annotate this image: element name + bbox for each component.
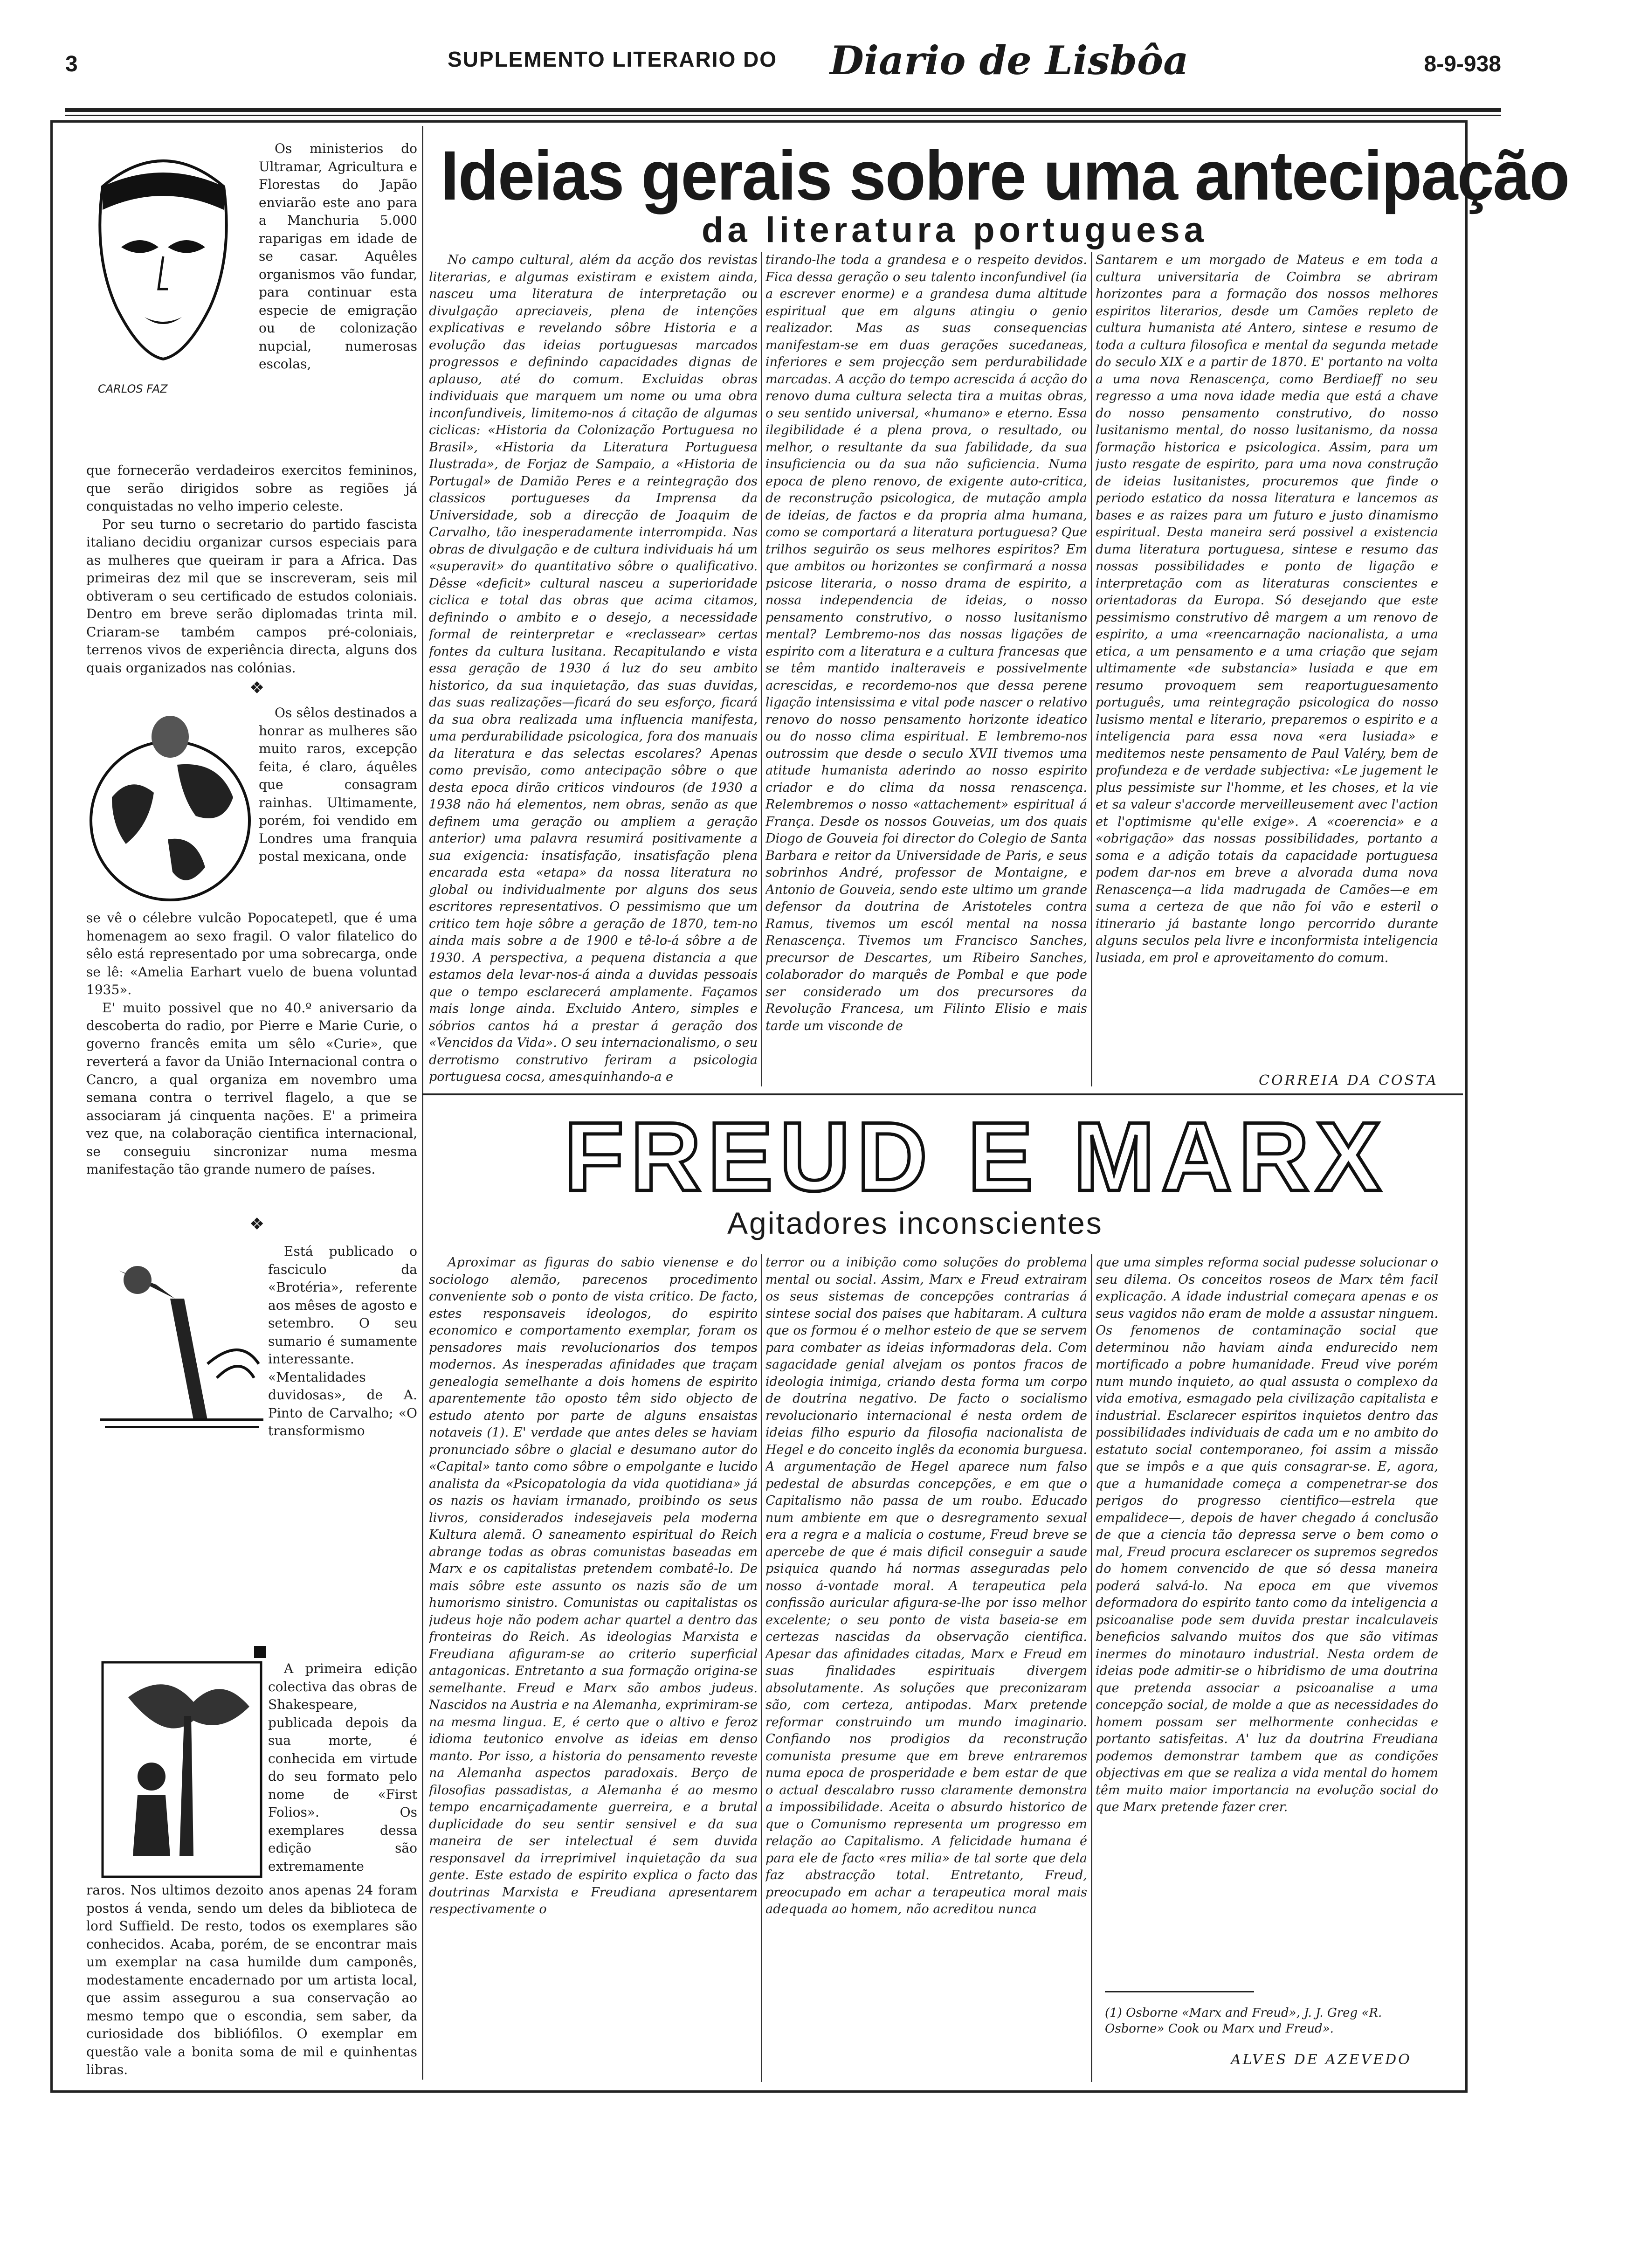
article2-author: ALVES DE AZEVEDO: [1231, 2052, 1412, 2068]
sidebar-item-stamps-tail: se vê o célebre vulcão Popocatepetl, que é uma homenagem ao sexo fragil. O valor filatelico do sêlo está representado por uma sobrecarga, onde se lê: «Amelia Earhart vuelo de buena voluntad 1935». E' muito possivel que no 40.º aniversario da descoberta do radio, por Pierre e Marie Curie, o governo francês emita um sêlo «Curie», que reverterá a favor da União Internacional contra o Cancro, a qual organiza em novembro uma semana contra o terrivel flagelo, a que se associaram já cinquenta nações. E' a primeira vez que, na colaboração cientifica internacional, se conseguiu sincronizar numa mesma manifestação tão grande numero de países.: [86, 910, 417, 1177]
column-divider: [761, 252, 762, 1086]
footnote-rule: [1105, 1991, 1254, 1992]
sidebar-item-japan-lead: Os ministerios do Ultramar, Agricultura e Florestas do Japão enviarão este ano para a Manchuria 5.000 raparigas em idade de se casar. Aquêles organismos vão fundar, para continuar esta especie de emigração ou de colonização nupcial, numerosas escolas,: [259, 141, 417, 372]
article2-column-1: Aproximar as figuras do sabio vienense e do sociologo alemão, parecenos procedimento conveniente sob o ponto de vista critico. De facto, estes responsaveis ideologos, do espirito economico e comportamento exemplar, foram os pensadores mais revolucionarios dos tempos modernos. As inesperadas afinidades que traçam genealogia semelhante a dois homens de espirito aparentemente tão oposto têm sido objecto de estudo atento por parte de alguns ensaistas notaveis (1). E' verdade que antes deles se haviam pronunciado sôbre o glacial e desumano autor do «Capital» tanto como sôbre o empolgante e lucido analista da «Psicopatologia da vida quotidiana» já os nazis os haviam irmanado, proibindo os seus livros, considerados indesejaveis pela moderna Kultura alemã. O saneamento espiritual do Reich abrange todas as obras comunistas baseadas em Marx e os capitalistas pretendem combatê-lo. De mais sôbre este assunto os nazis são de um humorismo sinistro. Comunistas ou capitalistas os judeus hoje não podem achar quartel a dentro das fronteiras do Reich. As ideologias Marxista e Freudiana afiguram-se ao criterio superficial antagonicas. Entretanto a sua formação origina-se semelhante. Freud e Marx são ambos judeus. Nascidos na Austria e na Alemanha, exprimiram-se na mesma lingua. E, é certo que o altivo e feroz idioma teutonico envolve as ideias em denso manto. Por isso, a historia do pensamento reveste na Alemanha aspectos paradoxais. Berço de filosofias passadistas, a Alemanha é ao mesmo tempo encarniçadamente guerreira, e a brutal duplicidade do seu sentir sensivel e da sua maneira de ser intelectual é sem duvida responsavel da irreprimivel inquietação da sua gente. Este estado de espirito explica o facto das doutrinas Marxista e Freudiana apresentarem respectivamente o: [429, 1255, 758, 1916]
woman-face-icon: [70, 140, 256, 420]
sidebar-item-shakespeare-tail: raros. Nos ultimos dezoito anos apenas 24 foram postos á venda, sendo um deles da biblioteca de lord Suffield. De resto, todos os exemplares são conhecidos. Acaba, porém, de se encontrar mais um exemplar na casa humilde dum camponês, modestamente encadernado por um artista local, que assim assegurou a sua conservação ao mesmo tempo que o escondia, sem saber, da curiosidade dos bibliófilos. O exemplar em questão vale a bonita soma de mil e quinhentas libras.: [86, 1882, 417, 2077]
article1-column-1: No campo cultural, além da acção dos revistas literarias, e algumas existiram e existem ainda, nasceu uma literatura de interpretação ou divulgação apreciaveis, plena de intenções explicativas e revelando sôbre Historia e a evolução das ideias portuguesas marcados progressos e definindo capacidades dignas de aplauso, até do comum. Excluidas obras individuais que marquem um nome ou uma obra inconfundiveis, limitemo-nos á citação de algumas ciclicas: «Historia da Colonização Portuguesa no Brasil», «Historia da Literatura Portuguesa Ilustrada», de Forjaz de Sampaio, a «Historia de Portugal» de Damião Peres e a reintegração dos classicos portugueses da Imprensa da Universidade, sob a direcção de Joaquim de Carvalho, tão inesperadamente interrompida. Nas obras de divulgação e de cultura individuais há um «superavit» do quantitativo sôbre o qualificativo. Dêsse «deficit» cultural nasceu a superioridade ciclica e total das obras que acima citamos, definindo o ambito e o desejo, a necessidade formal de reinterpretar e «reclassear» certas fontes da cultura lusitana. Recapitulando e vista essa geração de 1930 á luz do seu ambito historico, da sua inquietação, das suas duvidas, das suas realizações—ficará do seu esforço, ficará da sua obra realizada uma influencia manifesta, uma perdurabilidade psicologica, fora dos manuais da literatura e das selectas escolares? Apenas como previsão, como antecipação sôbre o que desta epoca dirão criticos vindouros (de 1930 a 1938 não há elementos, nem obras, senão as que definem uma geração ou ampliem a geração anterior) uma palavra resumirá positivamente a sua exigencia: insatisfação, insatisfação plena encarada esta «etapa» da nossa literatura no global ou individualmente por alguns dos seus escritores representativos. O pessimismo que um critico tem hoje sôbre a geração de 1870, tem-no ainda mais sobre a de 1900 e tê-lo-á sôbre a de 1930. A perspectiva, a pequena distancia a que estamos dela levar-nos-á ainda a duvidas pessoais que o tempo esclarecerá amplamente. Façamos mais longe ainda. Excluido Antero, simples e sóbrios cantos há a prestar á geração dos «Vencidos da Vida». O seu internacionalismo, o seu derrotismo construtivo feriram a psicologia portuguesa cocsa, amesquinhando-a e: [429, 253, 758, 1084]
newspaper-name: Diario de Lisbôa: [830, 37, 1189, 83]
antenna-landscape-icon: [100, 1243, 263, 1434]
article2-footnote: (1) Osborne «Marx and Freud», J. J. Greg «R. Osborne» Cook ou Marx und Freud».: [1105, 2006, 1382, 2036]
radio-illustration: [100, 1243, 263, 1434]
article2-column-3: que uma simples reforma social pudesse solucionar o seu dilema. Os conceitos roseos de Marx têm facil explicação. A idade industrial começara apenas e os seus vagidos não eram de molde a assustar ninguem. Os fenomenos de contaminação social que determinou não haviam ainda endurecido nem mortificado a pobre humanidade. Freud vive porém num mundo inquieto, ao qual assusta o complexo da vida emotiva, esmagado pela civilização capitalista e industrial. Esclarecer espiritos inquietos dentro das possibilidades individuais de cada um e no ambito do estatuto social contemporaneo, foi assim a missão que se impôs e a que quis consagrar-se. E, agora, que a humanidade começa a compenetrar-se dos perigos do progresso cientifico—estrela que empalidece—, depois de haver chegado á conclusão de que a ciencia tão depressa serve o bem como o mal, Freud procura esclarecer os supremos segredos do homem convencido de que só dessa maneira poderá salvá-lo. Na epoca em que vivemos deformadora do espirito tanto como da inteligencia a psicoanalise pode sem duvida prestar incalculaveis beneficios salvando muitos dos que são vitimas inermes do minotauro industrial. Nesta ordem de ideias pode admitir-se o hibridismo de uma doutrina que pretenda associar a psicoanalise a uma concepção social, de molde a que as necessidades do homem possam ser melhormente conhecidas e portanto satisfeitas. A' luz da doutrina Freudiana podemos demonstrar tambem que as condições objectivas em que se realiza a vida mental do homem têm muito maior importancia na evolução social do que Marx pretende fazer crer.: [1096, 1255, 1438, 1814]
sidebar-item-stamps-lead: Os sêlos destinados a honrar as mulheres são muito raros, excepção feita, é claro, áquêles que consagram rainhas. Ultimamente, porém, foi vendido em Londres uma franquia postal mexicana, onde: [259, 705, 417, 864]
figure-with-tree-icon: [100, 1660, 263, 1879]
article-divider: [422, 1093, 1463, 1095]
article2-title: FREUD E MARX: [564, 1102, 1388, 1211]
sidebar-item-japan-tail: que fornecerão verdadeiros exercitos femininos, que serão dirigidos sobre as regiões já conquistadas no velho imperio celeste. Por seu turno o secretario do partido fascista italiano decidiu organizar cursos especiais para as mulheres que queiram ir para a Africa. Das primeiras dez mil que se inscreveram, seis mil obtiveram o seu certificado de estudos coloniais. Dentro em breve serão diplomadas trinta mil. Criaram-se também campos pré-coloniais, terrenos vivos de experiência directa, alguns dos quais organizados nas colónias.: [86, 463, 417, 676]
article1-column-3: Santarem e um morgado de Mateus e em toda a cultura universitaria de Coimbra se abriram horizontes para a formação dos nossos melhores espiritos literarios, desde um Camões repleto de cultura humanista até Antero, sintese e resumo de toda a cultura filosofica e mental da segunda metade do seculo XIX e a partir de 1870. E' portanto na volta a uma nova Renascença, como Berdiaeff no seu regresso a uma nova idade media que está a chave do nosso pensamento construtivo, do nosso lusitanismo mental, do nosso lusitanismo, da nossa formação historica e psicologica. Assim, para um justo resgate de espirito, para uma nova construção de ideias lusitanistes, procuremos que finde o periodo estatico da nossa literatura e lancemos as bases e as raizes para um futuro e justo dinamismo espiritual. Desta maneira será possivel a existencia duma literatura portuguesa, sintese e resumo das nossas possibilidades e ponto de ligação e interpretação com as literaturas conscientes e orientadoras da Europa. Só desejando que este pessimismo construtivo dê margem a um renovo de espirito, a uma «reencarnação nacionalista, a uma etica, a um pensamento e a uma criação que sejam ultimamente «de substancia» lusiada e que em resumo provoquem sem reaportuguesamento português, uma reintegração psicologica do nosso lusismo mental e literario, preparemos o espirito e a inteligencia para essa nova «era lusiada» e meditemos neste pensamento de Paul Valéry, bem de profundeza e de verdade subjectiva: «Le jugement le plus pessimiste sur l'homme, et les choses, et la vie et sa valeur s'accorde merveilleusement avec l'action et l'optimisme qu'elle exige». A «coerencia» e a «obrigação» das nossas possibilidades, portanto a soma e a adição totais da capacidade portuguesa podem dar-nos em breve a alvorada duma nova Renascença—a lida madrugada de Camões—e em suma a certeza de que não foi vão e esteril o itinerario já bastante longo percorrido durante alguns seculos pela livre e inconformista inteligencia lusiada, em prol e aproveitamento do comum.: [1096, 253, 1438, 965]
sidebar-item-shakespeare-lead: A primeira edição colectiva das obras de Shakespeare, publicada depois da sua morte, é conhecida em virtude do seu formato pelo nome de «First Folios». Os exemplares dessa edição são extremamente: [268, 1661, 417, 1874]
article2-column-2: terror ou a inibição como soluções do problema mental ou social. Assim, Marx e Freud extrairam os seus sistemas de concepções contrarias á sintese social dos paises que habitaram. A cultura que os formou é o melhor esteio de que se servem para combater as ideias informadoras dela. Com sagacidade genial alvejam os pontos fracos de ideologia inimiga, criando desta forma um corpo de doutrina negativo. De facto o socialismo revolucionario internacional é nesta ordem de ideias filho espurio da filosofia nacionalista de Hegel e do conceito inglês da economia burguesa. A argumentação de Hegel aparece num falso pedestal de absurdas concepções, e em que o Capitalismo não passa de um roubo. Educado num ambiente em que o desregramento sexual era a regra e a malicia o costume, Freud breve se apercebe de que é mais dificil conseguir a saude psiquica quando há normas asseguradas pelo nosso á-vontade moral. A terapeutica pela confissão auricular afigura-se-lhe por isso melhor excelente; o seu ponto de vista baseia-se em certezas nascidas da observação cientifica. Apesar das afinidades citadas, Marx e Freud em suas finalidades espirituais divergem absolutamente. As soluções que preconizaram são, com certeza, antipodas. Marx pretende reformar construindo um mundo imaginario. Confiando nos prodigios da reconstrução comunista presume que em breve entraremos numa epoca de prosperidade e bem estar de que o actual descalabro russo claramente demonstra a impossibilidade. Aceita o absurdo historico de que o Comunismo representa um progresso em relação ao Capitalismo. A felicidade humana é para ele de facto «res milia» de tal sorte que dela faz abstracção total. Entretanto, Freud, preocupado em achar a terapeutica moral mais adequada ao homem, não acreditou nunca: [765, 1255, 1087, 1916]
portrait-signature: CARLOS FAZ: [98, 382, 168, 395]
section-ornament-icon: ❖: [249, 1215, 265, 1234]
issue-date: 8-9-938: [1424, 52, 1501, 76]
supplement-title: SUPLEMENTO LITERARIO DO: [448, 47, 778, 71]
masthead-rule: [65, 108, 1501, 112]
article1-title: Ideias gerais sobre uma antecipação: [441, 136, 1569, 214]
article1-column-2: tirando-lhe toda a grandesa e o respeito devidos. Fica dessa geração o seu talento inconfundivel (ia a escrever enorme) e a grandesa duma altitude espiritual que em alguns atingiu o genio realizador. Mas as suas consequencias manifestam-se em duas gerações sucedaneas, inferiores e sem projecção sem perdurabilidade marcadas. A acção do tempo acrescida á acção do renovo duma cultura selecta tira a muitas obras, o seu sentido universal, «humano» e eterno. Essa ilegibilidade é a plena prova, o resultado, ou melhor, o resultante da sua fabilidade, da sua insuficiencia ou da sua não suficiencia. Numa epoca de pleno renovo, de exigente auto-critica, de reconstrução psicologica, de mutação ampla de ideias, de factos e da propria alma humana, como se comportará a literatura portuguesa? Que trilhos seguirão os seus melhores espiritos? Em que ambitos ou horizontes se confirmará a nossa psicose literaria, o nosso drama de espirito, a nossa independencia de ideias, o nosso pensamento construtivo, o nosso lusitanismo mental? Lembremo-nos das nossas ligações de espirito com a literatura e a cultura francesas que se têm mantido inalteraveis e possivelmente acrescidas, e recordemo-nos que dessa perene ligação intensissima e vital pode nascer o relativo renovo do nosso pensamento horizonte ideatico ou do nosso clima espiritual. E lembremo-nos outrossim que desde o seculo XVII tivemos uma atitude humanista aderindo ao nosso espirito criador e do clima da nossa renascença. Relembremos o nosso «attachement» espiritual á França. Desde os nossos Gouveias, um dos quais Diogo de Gouveia foi director do Colegio de Santa Barbara e reitor da Universidade de Paris, e seus sobrinhos André, professor de Montaigne, e Antonio de Gouveia, sendo este ultimo um grande defensor da doutrina de Aristoteles contra Ramus, tivemos um escól mental na nossa Renascença. Tivemos um Francisco Sanches, precursor de Descartes, um Ribeiro Sanches, colaborador do marquês de Pombal e que pode ser considerado um dos precursores da Revolução Francesa, um Filinto Elisio e mais tarde um visconde de: [765, 253, 1087, 1033]
column-divider: [1091, 252, 1092, 1086]
masthead: [65, 37, 1501, 107]
article2-subtitle: Agitadores inconscientes: [727, 1206, 1103, 1240]
section-bullet-icon: [254, 1646, 266, 1658]
column-divider: [1091, 1254, 1092, 2082]
article1-subtitle: da literatura portuguesa: [702, 210, 1208, 250]
page-number: 3: [65, 52, 78, 76]
globe-illustration: [84, 704, 256, 909]
masthead-rule-thin: [65, 115, 1501, 116]
column-divider: [422, 126, 423, 2080]
article1-author: CORREIA DA COSTA: [1259, 1072, 1439, 1089]
column-divider: [761, 1254, 762, 2082]
sidebar-item-broteria: Está publicado o fasciculo da «Brotéria», referente aos mêses de agosto e setembro. O seu sumario é sumamente interessante. «Mentalidades duvidosas», de A. Pinto de Carvalho; «O transformismo: [268, 1244, 417, 1438]
portrait-illustration: [70, 140, 256, 420]
section-ornament-icon: ❖: [249, 678, 265, 698]
globe-icon: [84, 704, 256, 909]
theatre-illustration: [100, 1660, 263, 1879]
